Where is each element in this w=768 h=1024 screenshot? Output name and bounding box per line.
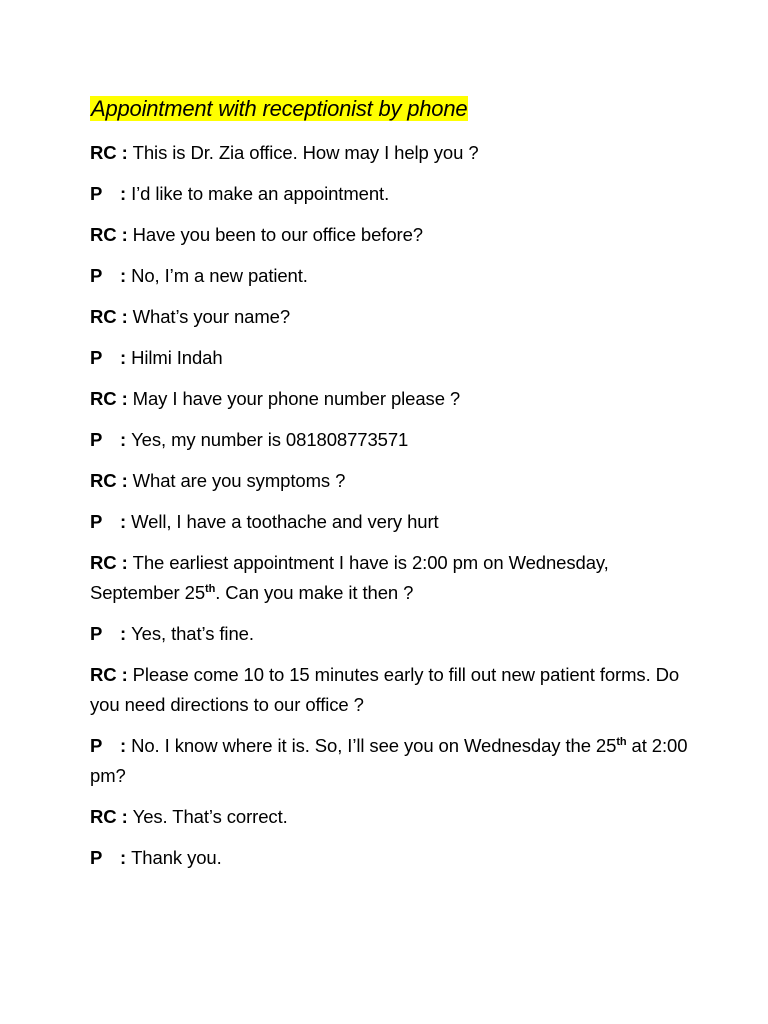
dialogue-line bbox=[90, 731, 690, 791]
speaker-label: RC bbox=[90, 388, 117, 409]
dialogue-text: Yes, that’s fine. bbox=[131, 623, 254, 644]
dialogue-line bbox=[90, 220, 690, 250]
speaker-label: P bbox=[90, 183, 103, 204]
ordinal-suffix: th bbox=[616, 735, 627, 748]
speaker-label: RC bbox=[90, 664, 117, 685]
speaker-colon: : bbox=[120, 623, 132, 644]
dialogue-text: What’s your name? bbox=[132, 306, 291, 327]
speaker-colon: : bbox=[116, 142, 133, 163]
dialogue-text-part: No. I know where it is. So, I’ll see you on Wednesday the 25 bbox=[131, 735, 617, 756]
ordinal-suffix: th bbox=[205, 582, 216, 595]
dialogue-line bbox=[90, 261, 690, 291]
dialogue-line bbox=[90, 138, 690, 168]
dialogue-text: Well, I have a toothache and very hurt bbox=[131, 511, 439, 532]
dialogue-line bbox=[90, 302, 690, 332]
speaker-label: P bbox=[90, 623, 103, 644]
speaker-colon: : bbox=[116, 552, 133, 573]
dialogue-text: Please come 10 to 15 minutes early to fill out new patient forms. Do you need directions to our office ? bbox=[90, 664, 680, 715]
dialogue-line bbox=[90, 179, 690, 209]
dialogue-line bbox=[90, 619, 690, 649]
dialogue-line bbox=[90, 466, 690, 496]
dialogue-text: I’d like to make an appointment. bbox=[131, 183, 390, 204]
dialogue-line bbox=[90, 425, 690, 455]
dialogue-text-part: . Can you make it then ? bbox=[215, 582, 414, 603]
dialogue-list bbox=[90, 138, 690, 884]
dialogue-text bbox=[90, 735, 687, 786]
title-highlight: Appointment with receptionist by phone bbox=[91, 96, 468, 121]
speaker-label: RC bbox=[90, 552, 117, 573]
speaker-label: P bbox=[90, 847, 103, 868]
dialogue-text bbox=[90, 552, 609, 603]
speaker-colon: : bbox=[116, 388, 133, 409]
dialogue-line bbox=[90, 802, 690, 832]
dialogue-text-part: at 2:00 pm? bbox=[90, 735, 688, 786]
speaker-label: RC bbox=[90, 806, 117, 827]
speaker-label: P bbox=[90, 429, 103, 450]
speaker-colon: : bbox=[116, 306, 133, 327]
speaker-colon: : bbox=[120, 347, 132, 368]
dialogue-line bbox=[90, 384, 690, 414]
dialogue-text: Thank you. bbox=[131, 847, 222, 868]
speaker-colon: : bbox=[120, 183, 132, 204]
speaker-colon: : bbox=[116, 224, 133, 245]
dialogue-text: Yes. That’s correct. bbox=[132, 806, 288, 827]
dialogue-text: This is Dr. Zia office. How may I help you ? bbox=[132, 142, 479, 163]
dialogue-text: Hilmi Indah bbox=[131, 347, 223, 368]
speaker-label: RC bbox=[90, 142, 117, 163]
speaker-label: RC bbox=[90, 224, 117, 245]
speaker-colon: : bbox=[120, 735, 132, 756]
speaker-label: P bbox=[90, 511, 103, 532]
speaker-colon: : bbox=[116, 664, 133, 685]
dialogue-line bbox=[90, 548, 690, 608]
dialogue-text: May I have your phone number please ? bbox=[132, 388, 461, 409]
speaker-colon: : bbox=[116, 806, 133, 827]
speaker-label: P bbox=[90, 265, 103, 286]
dialogue-text: What are you symptoms ? bbox=[132, 470, 346, 491]
speaker-colon: : bbox=[120, 847, 132, 868]
speaker-label: RC bbox=[90, 306, 117, 327]
speaker-colon: : bbox=[120, 265, 132, 286]
speaker-label: P bbox=[90, 347, 103, 368]
document-title bbox=[90, 94, 468, 124]
dialogue-line bbox=[90, 343, 690, 373]
speaker-label: P bbox=[90, 735, 103, 756]
speaker-label: RC bbox=[90, 470, 117, 491]
dialogue-line bbox=[90, 660, 690, 720]
speaker-colon: : bbox=[120, 511, 132, 532]
dialogue-line bbox=[90, 507, 690, 537]
dialogue-text: Have you been to our office before? bbox=[132, 224, 423, 245]
speaker-colon: : bbox=[120, 429, 132, 450]
dialogue-line bbox=[90, 843, 690, 873]
dialogue-text: Yes, my number is 081808773571 bbox=[131, 429, 409, 450]
dialogue-text-part: The earliest appointment I have is 2:00 pm on Wednesday, September 25 bbox=[90, 552, 609, 603]
dialogue-text: No, I’m a new patient. bbox=[131, 265, 308, 286]
speaker-colon: : bbox=[116, 470, 133, 491]
